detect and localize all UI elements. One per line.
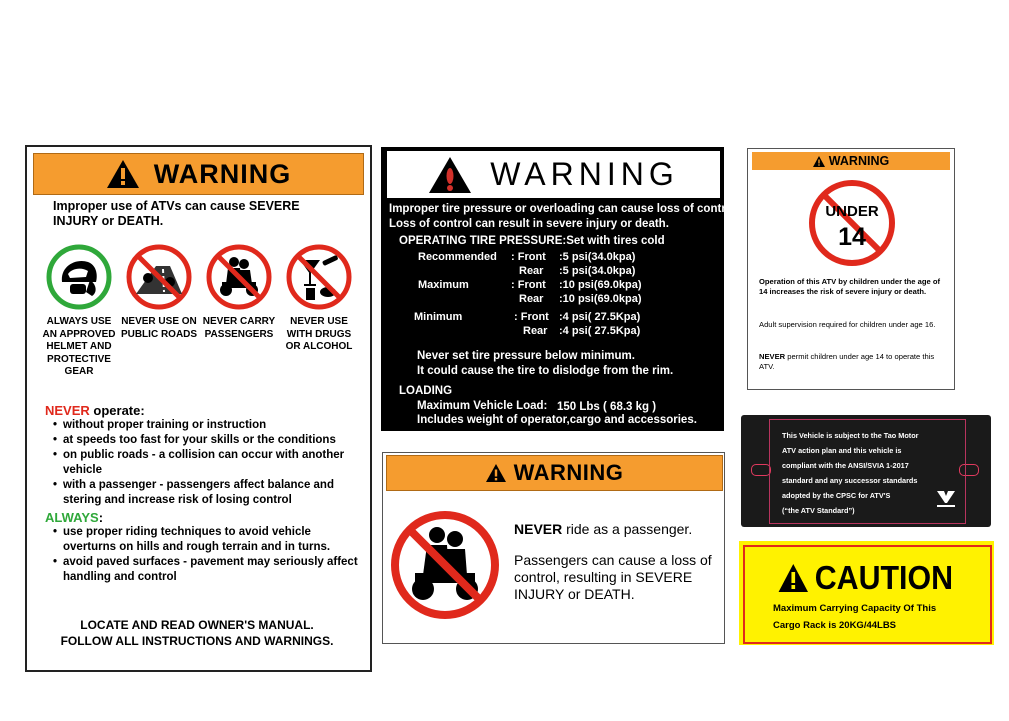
caution-title: CAUTION <box>814 559 954 596</box>
never-ride-rest: ride as a passenger. <box>562 521 693 537</box>
capacity-line: Cargo Rack is 20KG/44LBS <box>773 620 897 631</box>
never-permit-text <box>759 352 949 372</box>
pictogram-label: NEVER USE WITH DRUGS OR ALCOHOL <box>285 316 353 352</box>
footer-line: FOLLOW ALL INSTRUCTIONS AND WARNINGS. <box>60 634 334 648</box>
load-includes: Includes weight of operator,cargo and accessories. <box>417 414 697 426</box>
helmet-icon <box>46 244 112 310</box>
no-public-roads-icon <box>126 244 192 310</box>
under-text: UNDER <box>825 203 879 220</box>
atv-warning-label <box>25 145 372 672</box>
never-heading-rest: operate: <box>89 403 145 418</box>
pictogram-roads <box>119 244 199 379</box>
warning-triangle-icon <box>106 159 140 189</box>
never-permit-rest: permit children under age 14 to operate this ATV. <box>759 352 935 371</box>
compliance-line: (“the ATV Standard”) <box>782 506 855 515</box>
warning-triangle-icon <box>486 464 506 482</box>
tao-motor-compliance-plate <box>741 415 991 527</box>
pictogram-passengers <box>199 244 279 379</box>
age-warning-label <box>747 148 955 390</box>
age-warning-text: Operation of this ATV by children under the age of 14 increases the risk of severe injury or death. <box>759 277 940 296</box>
rules-section <box>45 403 365 585</box>
tire-pressure-label <box>381 147 740 431</box>
mounting-slot <box>751 464 771 476</box>
pressure-value: :5 psi(34.0kpa) <box>559 251 636 263</box>
compliance-line: This Vehicle is subject to the Tao Motor <box>782 431 919 440</box>
warning-title: WARNING <box>828 154 890 168</box>
tao-motor-logo-icon <box>934 490 958 510</box>
pressure-label: Minimum <box>414 311 463 323</box>
pictogram-helmet <box>39 244 119 379</box>
loading-heading: LOADING <box>399 385 453 397</box>
compliance-line: adopted by the CPSC for ATV'S <box>782 491 891 500</box>
pictogram-label: ALWAYS USE AN APPROVED HELMET AND PROTECTIVE GEAR <box>42 316 116 377</box>
pictogram-label: NEVER USE ON PUBLIC ROADS <box>120 316 198 340</box>
footer-instructions <box>37 617 357 649</box>
warning-header <box>752 152 950 170</box>
pressure-value: :4 psi( 27.5Kpa) <box>559 311 641 323</box>
passenger-consequence-text: Passengers can cause a loss of control, resulting in SEVERE INJURY or DEATH. <box>514 552 712 602</box>
warning-header <box>386 455 723 491</box>
pressure-position: : Front <box>514 311 549 323</box>
pictogram-drugs <box>279 244 359 379</box>
minimum-note: Never set tire pressure below minimum. <box>417 350 635 362</box>
compliance-line: compliant with the ANSI/SVIA 1-2017 <box>782 461 909 470</box>
no-passenger-icon <box>389 509 501 621</box>
caution-border <box>743 545 992 644</box>
pressure-value: :10 psi(69.0kpa) <box>559 293 642 305</box>
always-heading-rest: : <box>98 510 104 525</box>
list-item: • without proper training or instruction <box>53 418 365 433</box>
plate-border <box>769 419 966 524</box>
pressure-label: Recommended <box>418 251 497 263</box>
pressure-heading: OPERATING TIRE PRESSURE:Set with tires cold <box>399 235 665 247</box>
pressure-position: : Front <box>511 251 546 263</box>
age-number: 14 <box>838 223 866 251</box>
compliance-text <box>782 428 942 518</box>
caution-header <box>755 559 977 597</box>
warning-triangle-icon <box>428 156 472 194</box>
never-word: NEVER <box>514 521 563 537</box>
never-list <box>45 418 365 508</box>
pressure-position: Rear <box>519 265 544 277</box>
pictogram-label: NEVER CARRY PASSENGERS <box>202 316 276 340</box>
pressure-position: : Front <box>511 279 546 291</box>
tire-warning-line: Improper tire pressure or overloading can cause loss of control. <box>389 203 740 215</box>
warning-triangle-icon <box>813 156 825 167</box>
compliance-line: ATV action plan and this vehicle is <box>782 446 902 455</box>
no-passengers-icon <box>206 244 272 310</box>
tire-warning-line: Loss of control can result in severe injury or death. <box>389 218 669 230</box>
caution-cargo-label <box>739 541 994 645</box>
pressure-label: Maximum <box>418 279 469 291</box>
max-load-label: Maximum Vehicle Load: <box>417 400 548 412</box>
intro-text: Improper use of ATVs can cause SEVERE INJURY or DEATH. <box>53 199 300 228</box>
passenger-warning-label <box>382 452 725 644</box>
always-heading: ALWAYS <box>45 510 99 525</box>
warning-title: WARNING <box>153 158 292 189</box>
list-item: • use proper riding techniques to avoid vehicle overturns on hills and rough terrain and in turns. <box>53 525 365 555</box>
pressure-value: :5 psi(34.0kpa) <box>559 265 636 277</box>
footer-line: LOCATE AND READ OWNER'S MANUAL. <box>80 618 314 632</box>
minimum-note: It could cause the tire to dislodge from the rim. <box>417 365 674 377</box>
warning-header <box>33 153 364 195</box>
pictogram-row <box>39 244 359 379</box>
warning-triangle-icon <box>778 563 809 593</box>
never-heading: NEVER <box>45 403 90 418</box>
list-item: • at speeds too fast for your skills or the conditions <box>53 433 365 448</box>
list-item: • with a passenger - passengers affect balance and stering and increase risk of losing control <box>53 478 365 508</box>
supervision-text: Adult supervision required for children under age 16. <box>759 320 936 329</box>
pressure-value: :4 psi( 27.5Kpa) <box>559 325 641 337</box>
pressure-position: Rear <box>519 293 544 305</box>
warning-header <box>386 150 721 199</box>
compliance-line: standard and any successor standards <box>782 476 918 485</box>
max-load-value: 150 Lbs ( 68.3 kg ) <box>557 401 657 413</box>
pressure-value: :10 psi(69.0kpa) <box>559 279 642 291</box>
capacity-line: Maximum Carrying Capacity Of This <box>773 603 937 614</box>
list-item: • on public roads - a collision can occur with another vehicle <box>53 448 365 478</box>
always-list <box>45 525 365 585</box>
pressure-position: Rear <box>523 325 548 337</box>
no-drugs-alcohol-icon <box>286 244 352 310</box>
warning-title: WARNING <box>513 460 624 485</box>
never-ride-text <box>514 521 692 537</box>
never-word: NEVER <box>759 352 786 361</box>
list-item: • avoid paved surfaces - pavement may seriously affect handling and control <box>53 555 365 585</box>
warning-title: WARNING <box>490 156 679 192</box>
